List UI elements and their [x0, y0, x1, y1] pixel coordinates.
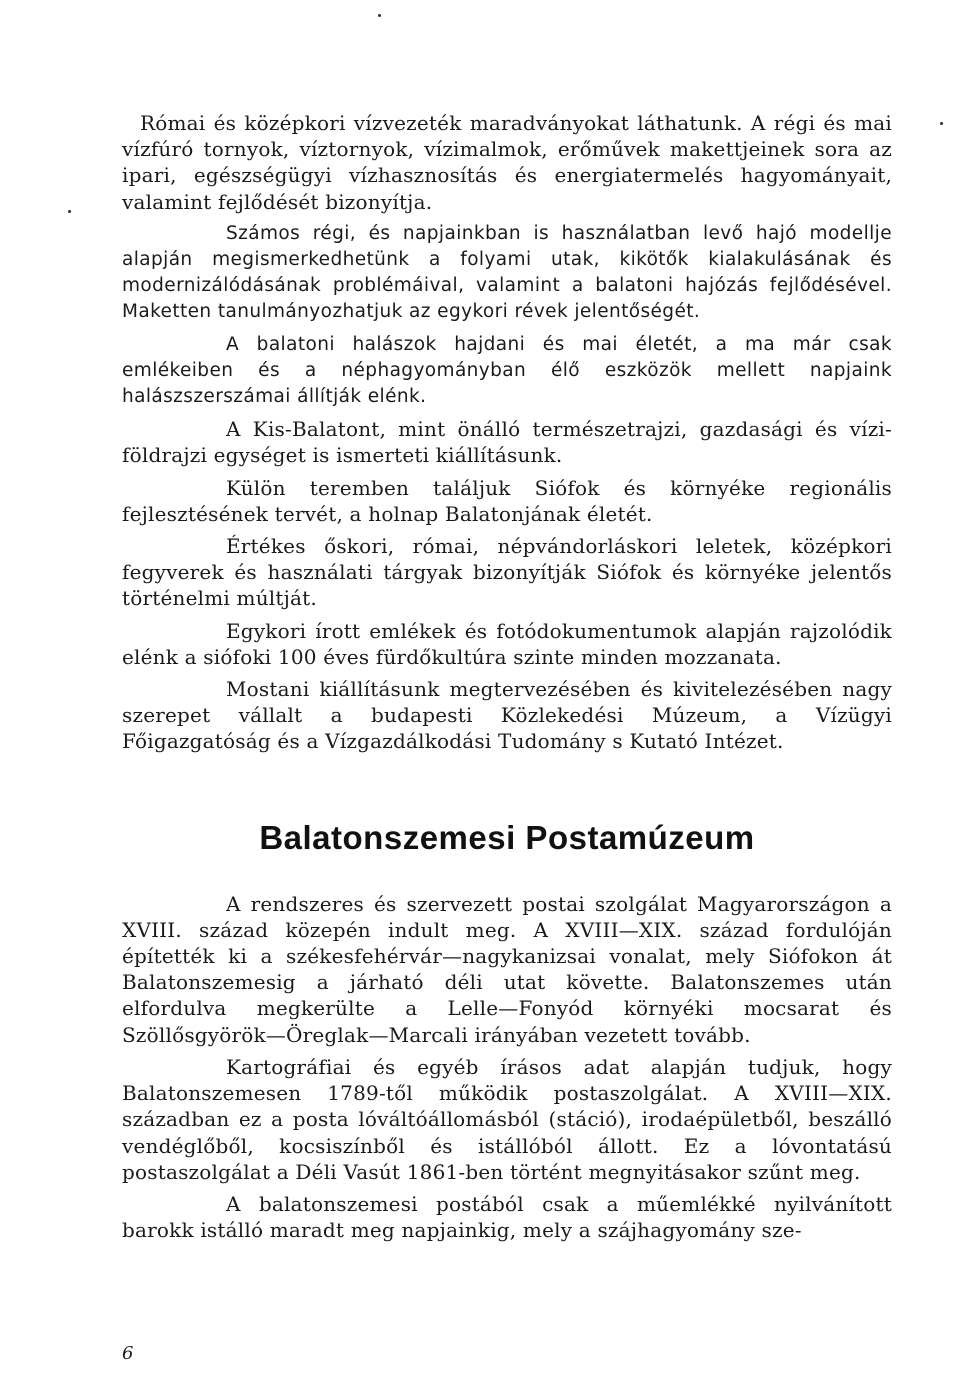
page-number: 6 [122, 1343, 134, 1364]
scan-speck [68, 210, 71, 213]
paragraph-roman-aqueducts: Római és középkori vízvezeték maradványokat láthatunk. A régi és mai vízfúró tornyok, víztornyok, vízimalmok, erőművek makettjeinek sora az ipari, egészségügyi vízhasznosítás és energiatermelés hagyományait, valamint fejlődését bizonyítja. [122, 111, 892, 214]
scan-speck [378, 14, 381, 17]
paragraph-kis-balaton: A Kis-Balatont, mint önálló természetrajzi, gazdasági és vízi-földrajzi egységet is ismerteti kiállításunk. [122, 417, 892, 468]
paragraph-bath-culture: Egykori írott emlékek és fotódokumentumok alapján rajzolódik elénk a siófoki 100 éves fürdőkultúra szinte minden mozzanata. [122, 618, 892, 669]
paragraph-ship-models: Számos régi, és napjainkban is használatban levő hajó modellje alapján megismerkedhetünk a folyami utak, kikötők kialakulásának és modernizálódásának problémáival, valamint a balatoni hajózás fejlődésével. Maketten tanulmányozhatjuk az egykori révek jelentőségét. [122, 222, 892, 323]
paragraph-regional-development: Külön teremben találjuk Siófok és környéke regionális fejlesztésének tervét, a holnap Balatonjának életét. [122, 475, 892, 526]
paragraph-fishermen: A balatoni halászok hajdani és mai életét, a ma már csak emlékeiben és a néphagyományban élő eszközök mellett napjaink halászszerszámai állítják elénk. [122, 333, 892, 408]
paragraph-archaeological-finds: Értékes őskori, római, népvándorláskori leletek, középkori fegyverek és használati tárgyak bizonyítják Siófok és környéke jelentős történelmi múltját. [122, 534, 892, 611]
scan-speck [940, 122, 943, 125]
paragraph-cartographic-data: Kartográfiai és egyéb írásos adat alapján tudjuk, hogy Balatonszemesen 1789-től működik postaszolgálat. A XVIII—XIX. században ez a posta lóváltóállomásból (stáció), irodaépületből, beszálló vendéglőből, kocsiszínből és istállóból állott. Ez a lóvontatású postaszolgálat a Déli Vasút 1861-ben történt megnyitásakor szűnt meg. [122, 1054, 892, 1184]
paragraph-exhibition-design: Mostani kiállításunk megtervezésében és kivitelezésében nagy szerepet vállalt a budapesti Közlekedési Múzeum, a Vízügyi Főigazgatóság és a Vízgazdálkodási Tudomány s Kutató Intézet. [122, 677, 892, 754]
paragraph-postal-service-history: A rendszeres és szervezett postai szolgálat Magyarországon a XVIII. század közepén indult meg. A XVIII—XIX. század fordulóján építették ki a székesfehérvár—nagykanizsai vonalat, mely Siófokon át Balatonszemesig a járható déli utat követte. Balatonszemes után elfordulva megkerülte a Lelle—Fonyód környéki mocsarat és Szöllősgyörök—Öreglak—Marcali irányában vezetett tovább. [122, 891, 892, 1047]
section-heading-postal-museum: Balatonszemesi Postamúzeum [259, 818, 755, 856]
document-page [122, 110, 892, 1249]
paragraph-baroque-stable: A balatonszemesi postából csak a műemlékké nyilvánított barokk istálló maradt meg napjainkig, mely a szájhagyomány sze- [122, 1191, 892, 1243]
